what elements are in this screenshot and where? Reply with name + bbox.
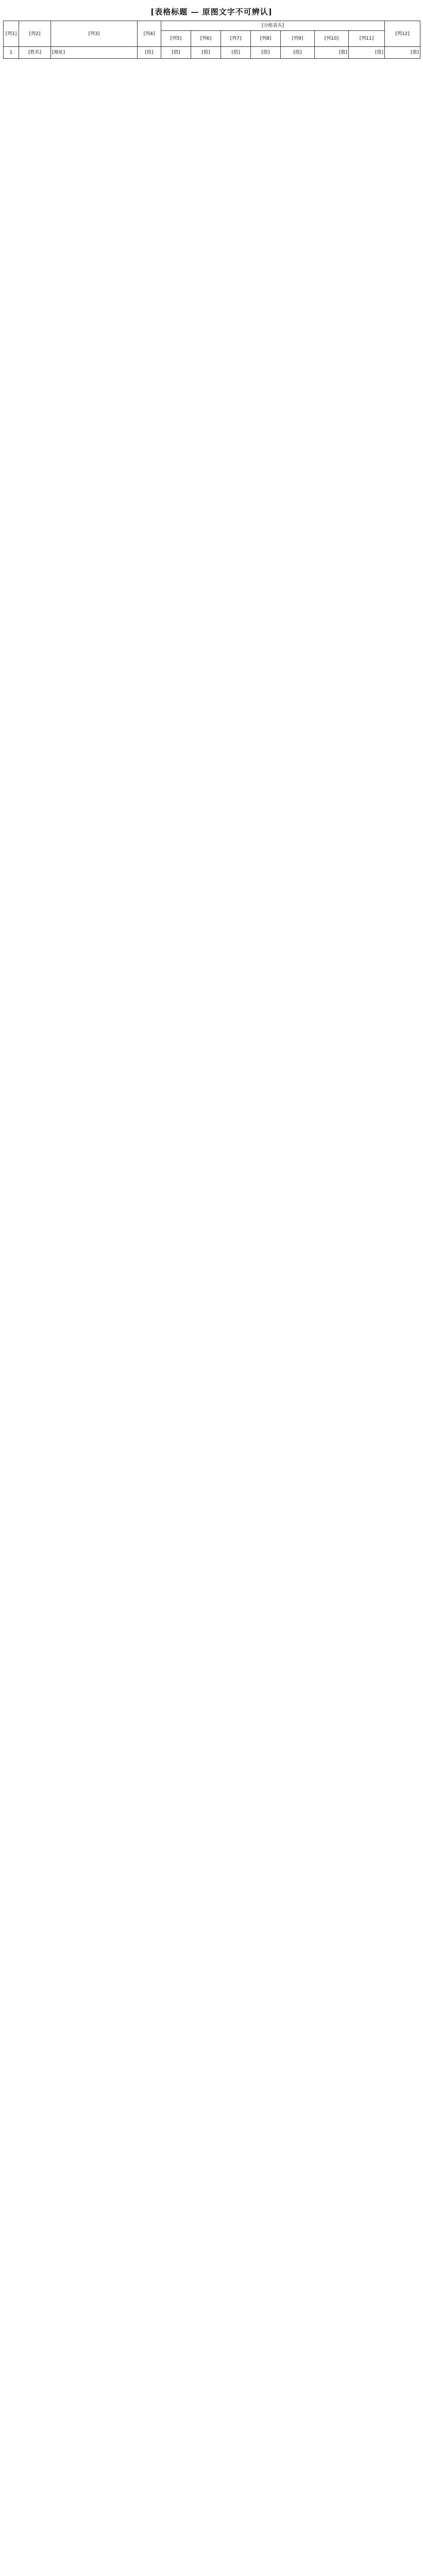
- table-cell-col-7: [值]: [221, 47, 251, 59]
- table-cell-col-6: [值]: [191, 47, 221, 59]
- header-group: [分组表头]: [161, 21, 385, 31]
- table-cell-col-4: [值]: [138, 47, 161, 59]
- header-col-12: [列12]: [385, 21, 420, 47]
- table-cell-col-12: [值]: [385, 47, 420, 59]
- header-col-1: [列1]: [4, 21, 19, 47]
- header-col-11: [列11]: [349, 31, 385, 47]
- header-col-8: [列8]: [251, 31, 281, 47]
- table-row: [4, 47, 420, 59]
- table-cell-col-2: [姓名]: [19, 47, 51, 59]
- header-col-7: [列7]: [221, 31, 251, 47]
- header-col-9: [列9]: [281, 31, 315, 47]
- table-cell-col-3: [地址]: [51, 47, 138, 59]
- header-col-4: [列4]: [138, 21, 161, 47]
- header-col-5: [列5]: [161, 31, 191, 47]
- table-cell-col-9: [值]: [281, 47, 315, 59]
- table-cell-col-1: 1: [4, 47, 19, 59]
- table-body: [4, 47, 420, 59]
- table-cell-col-5: [值]: [161, 47, 191, 59]
- header-col-2: [列2]: [19, 21, 51, 47]
- data-table: [3, 21, 420, 59]
- document-title: [表格标题 — 原图文字不可辨认]: [150, 7, 273, 16]
- header-col-10: [列10]: [315, 31, 349, 47]
- table-cell-col-11: [值]: [349, 47, 385, 59]
- table-cell-col-8: [值]: [251, 47, 281, 59]
- header-col-3: [列3]: [51, 21, 138, 47]
- header-col-6: [列6]: [191, 31, 221, 47]
- table-cell-col-10: [值]: [315, 47, 349, 59]
